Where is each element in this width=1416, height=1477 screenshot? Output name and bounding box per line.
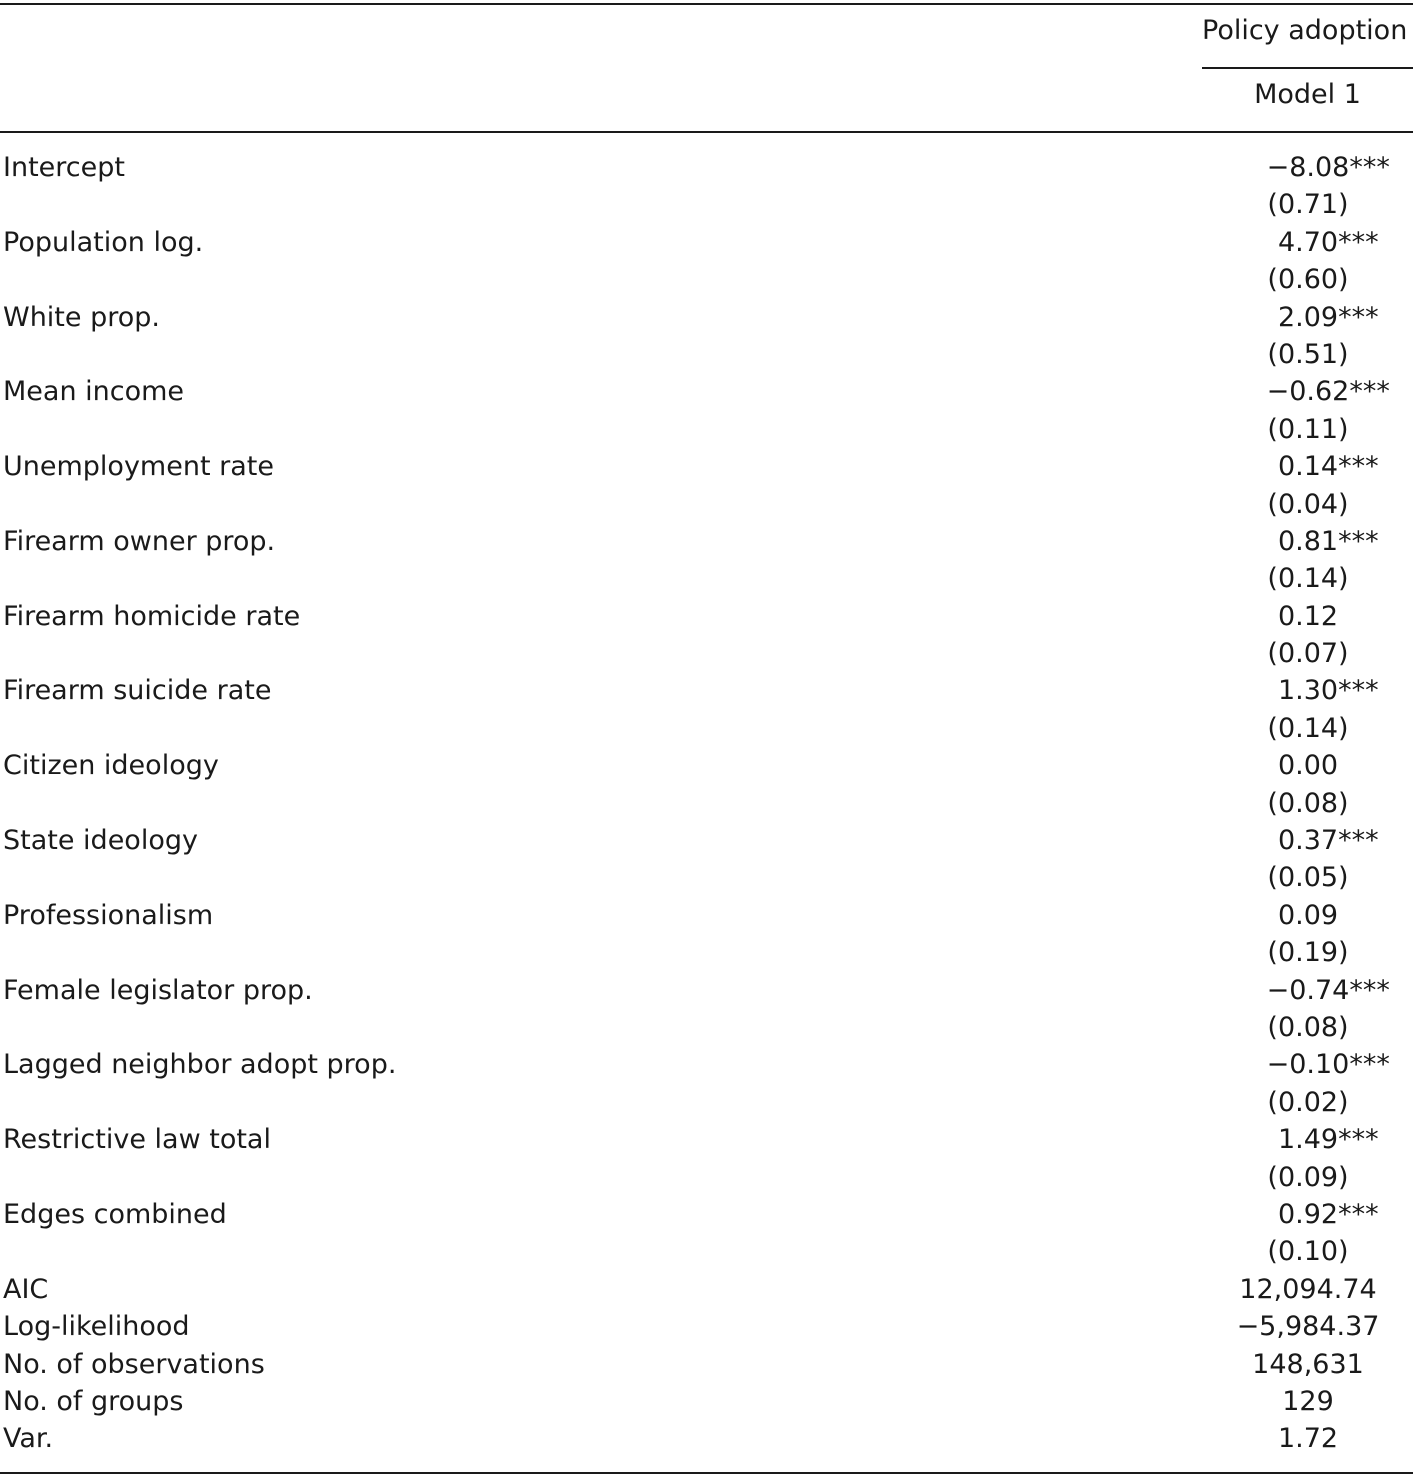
standard-error-row (0, 710, 1416, 747)
estimate-value: 0.00 (1277, 750, 1339, 782)
statistic-row (0, 1346, 1416, 1383)
coefficient-row (0, 149, 1416, 186)
estimate-value: 0.37 (1277, 825, 1339, 857)
coefficient-row (0, 299, 1416, 336)
coefficient-estimate: 0.14*** (1277, 451, 1379, 483)
standard-error: (0.09) (1267, 1161, 1349, 1193)
variable-label: Unemployment rate (3, 451, 274, 483)
regression-table-body (0, 149, 1416, 1458)
statistic-value: 129 (1282, 1385, 1334, 1417)
estimate-value: 0.09 (1277, 899, 1339, 931)
model-column-header: Model 1 (1254, 79, 1361, 110)
standard-error-row (0, 1233, 1416, 1270)
standard-error: (0.08) (1267, 1011, 1349, 1043)
estimate-value: 2.09 (1277, 301, 1339, 333)
statistic-row (0, 1271, 1416, 1308)
standard-error-row (0, 1084, 1416, 1121)
coefficient-row (0, 448, 1416, 485)
header-bottom-rule (0, 131, 1413, 133)
standard-error: (0.19) (1267, 937, 1349, 969)
variable-label: State ideology (3, 825, 198, 857)
standard-error-row (0, 785, 1416, 822)
coefficient-row (0, 523, 1416, 560)
coefficient-row (0, 224, 1416, 261)
coefficient-row (0, 972, 1416, 1009)
standard-error: (0.02) (1267, 1086, 1349, 1118)
standard-error: (0.71) (1267, 189, 1349, 221)
coefficient-estimate: 2.09*** (1277, 301, 1379, 333)
standard-error: (0.04) (1267, 488, 1349, 520)
variable-label: Lagged neighbor adopt prop. (3, 1049, 397, 1081)
variable-label: Firearm suicide rate (3, 675, 272, 707)
coefficient-estimate: 4.70*** (1277, 226, 1379, 258)
coefficient-estimate: 1.49*** (1277, 1124, 1379, 1156)
coefficient-row (0, 1196, 1416, 1233)
standard-error: (0.60) (1267, 264, 1349, 296)
variable-label: Citizen ideology (3, 750, 219, 782)
coefficient-estimate: −8.08*** (1266, 152, 1390, 183)
standard-error: (0.05) (1267, 862, 1349, 894)
standard-error-row (0, 1159, 1416, 1196)
coefficient-row (0, 373, 1416, 410)
standard-error: (0.14) (1267, 712, 1349, 744)
variable-label: Restrictive law total (3, 1124, 271, 1156)
variable-label: Firearm homicide rate (3, 600, 301, 632)
column-group-rule (1202, 67, 1413, 69)
estimate-value: 0.81 (1277, 525, 1339, 557)
variable-label: Intercept (3, 152, 125, 183)
standard-error: (0.51) (1267, 338, 1349, 370)
statistic-row (0, 1383, 1416, 1420)
coefficient-row (0, 672, 1416, 709)
standard-error-row (0, 560, 1416, 597)
statistic-label: AIC (3, 1273, 49, 1305)
statistic-value: −5,984.37 (1236, 1311, 1380, 1343)
coefficient-row (0, 598, 1416, 635)
variable-label: Edges combined (3, 1198, 227, 1230)
coefficient-row (0, 747, 1416, 784)
statistic-label: No. of observations (3, 1348, 265, 1380)
statistic-label: Var. (3, 1423, 54, 1455)
standard-error: (0.10) (1267, 1236, 1349, 1268)
statistic-row (0, 1420, 1416, 1457)
estimate-value: −8.08 (1266, 152, 1350, 183)
standard-error-row (0, 486, 1416, 523)
standard-error: (0.14) (1267, 563, 1349, 595)
standard-error-row (0, 635, 1416, 672)
coefficient-estimate (1150, 598, 1416, 635)
table-top-rule (0, 3, 1413, 5)
coefficient-estimate (1150, 897, 1416, 934)
estimate-value: 1.49 (1277, 1124, 1339, 1156)
estimate-value: 4.70 (1277, 226, 1339, 258)
coefficient-estimate: 0.81*** (1277, 525, 1379, 557)
estimate-value: 0.92 (1277, 1198, 1339, 1230)
standard-error-row (0, 261, 1416, 298)
variable-label: Population log. (3, 226, 204, 258)
coefficient-estimate: 1.30*** (1277, 675, 1379, 707)
statistic-value: 1.72 (1277, 1423, 1339, 1455)
coefficient-estimate: −0.10*** (1266, 1049, 1390, 1081)
standard-error: (0.11) (1267, 413, 1349, 445)
standard-error-row (0, 934, 1416, 971)
standard-error-row (0, 859, 1416, 896)
standard-error: (0.08) (1267, 787, 1349, 819)
standard-error-row (0, 411, 1416, 448)
variable-label: White prop. (3, 301, 160, 333)
coefficient-row (0, 1046, 1416, 1083)
coefficient-estimate: 0.92*** (1277, 1198, 1379, 1230)
standard-error-row (0, 336, 1416, 373)
statistic-label: No. of groups (3, 1385, 184, 1417)
coefficient-row (0, 1121, 1416, 1158)
coefficient-estimate: −0.62*** (1266, 376, 1390, 408)
coefficient-estimate (1150, 747, 1416, 784)
column-group-header: Policy adoption (1202, 15, 1408, 46)
variable-label: Female legislator prop. (3, 974, 313, 1006)
estimate-value: 0.12 (1277, 600, 1339, 632)
estimate-value: 0.14 (1277, 451, 1339, 483)
coefficient-row (0, 897, 1416, 934)
estimate-value: −0.10 (1266, 1049, 1350, 1081)
estimate-value: −0.62 (1266, 376, 1350, 408)
standard-error-row (0, 186, 1416, 223)
table-bottom-rule (0, 1472, 1413, 1474)
coefficient-estimate: 0.37*** (1277, 825, 1379, 857)
estimate-value: −0.74 (1266, 974, 1350, 1006)
coefficient-estimate: −0.74*** (1266, 974, 1390, 1006)
variable-label: Professionalism (3, 899, 214, 931)
standard-error: (0.07) (1267, 638, 1349, 670)
statistic-value: 12,094.74 (1239, 1273, 1377, 1305)
statistic-value: 148,631 (1252, 1348, 1364, 1380)
statistic-row (0, 1308, 1416, 1345)
statistic-label: Log-likelihood (3, 1311, 190, 1343)
standard-error-row (0, 1009, 1416, 1046)
coefficient-row (0, 822, 1416, 859)
variable-label: Firearm owner prop. (3, 525, 276, 557)
estimate-value: 1.30 (1277, 675, 1339, 707)
variable-label: Mean income (3, 376, 185, 408)
